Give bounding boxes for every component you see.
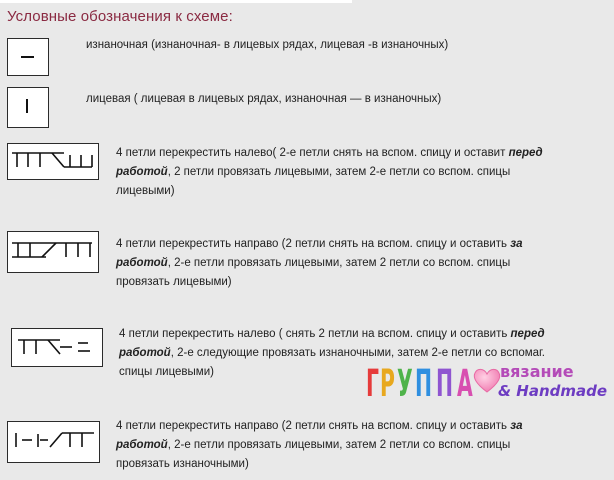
legend-item-cross-right-back xyxy=(116,235,523,292)
legend-text-line: изнаночная (изнаночная- в лицевых рядах, лицевая -в изнаночных) xyxy=(86,39,449,51)
cross-right-purl-icon xyxy=(7,421,100,463)
legend-text-line: работой, 2-е петли провязать лицевыми, затем 2 петли со вспом. спицы xyxy=(116,257,511,269)
watermark-letter: Г xyxy=(366,362,379,405)
watermark-letter: П xyxy=(436,362,454,405)
legend-text-line: 4 петли перекрестить направо (2 петли снять на вспом. спицу и оставить за xyxy=(116,238,523,250)
legend-text-line: спицы лицевыми) xyxy=(119,366,214,378)
legend-text-line: лицевая ( лицевая в лицевых рядах, изнаночная — в изнаночных) xyxy=(86,93,442,105)
watermark-logo xyxy=(366,360,612,412)
watermark-subtitle-knitting: вязание xyxy=(500,362,574,381)
watermark-letter: П xyxy=(415,362,433,405)
legend-text-line: 4 петли перекрестить направо (2 петли снять на вспом. спицу и оставить за xyxy=(116,420,523,432)
top-bar xyxy=(0,0,352,3)
legend-text-line: 4 петли перекрестить налево ( снять 2 петли на вспом. спицу и оставить перед xyxy=(119,328,545,340)
watermark-letter: А xyxy=(457,362,473,405)
watermark-word xyxy=(366,364,476,404)
cross-left-purl-icon xyxy=(11,328,103,367)
legend-text-line: работой, 2-е петли провязать лицевыми, затем 2 петли со вспом. спицы xyxy=(116,439,511,451)
legend-text-line: провязать лицевыми) xyxy=(116,276,232,288)
legend-item-cross-left-front xyxy=(116,144,543,201)
watermark-letter: Р xyxy=(379,362,395,405)
knit-symbol-icon xyxy=(7,87,49,128)
legend-text-line: 4 петли перекрестить налево( 2-е петли снять на вспом. спицу и оставит перед xyxy=(116,147,543,159)
legend-item-purl xyxy=(86,36,448,55)
cross-right-back-icon xyxy=(7,231,99,273)
legend-text-line: работой, 2 петли провязать лицевыми, затем 2-е петли со вспом. спицы xyxy=(116,166,511,178)
legend-text-line: лицевыми) xyxy=(116,185,175,197)
legend-item-cross-right-purl xyxy=(116,417,523,474)
legend-text-line: провязать изнаночными) xyxy=(116,458,249,470)
watermark-subtitle-handmade: & Handmade xyxy=(498,382,608,400)
page-title: Условные обозначения к схеме: xyxy=(7,8,233,25)
purl-symbol-icon xyxy=(7,38,49,76)
watermark-letter: У xyxy=(396,362,413,405)
legend-item-knit xyxy=(86,90,441,109)
cross-left-front-icon xyxy=(7,143,99,180)
legend-text-line: работой, 2-е следующие провязать изнаночными, затем 2-е петли со вспомаг. xyxy=(119,347,545,359)
